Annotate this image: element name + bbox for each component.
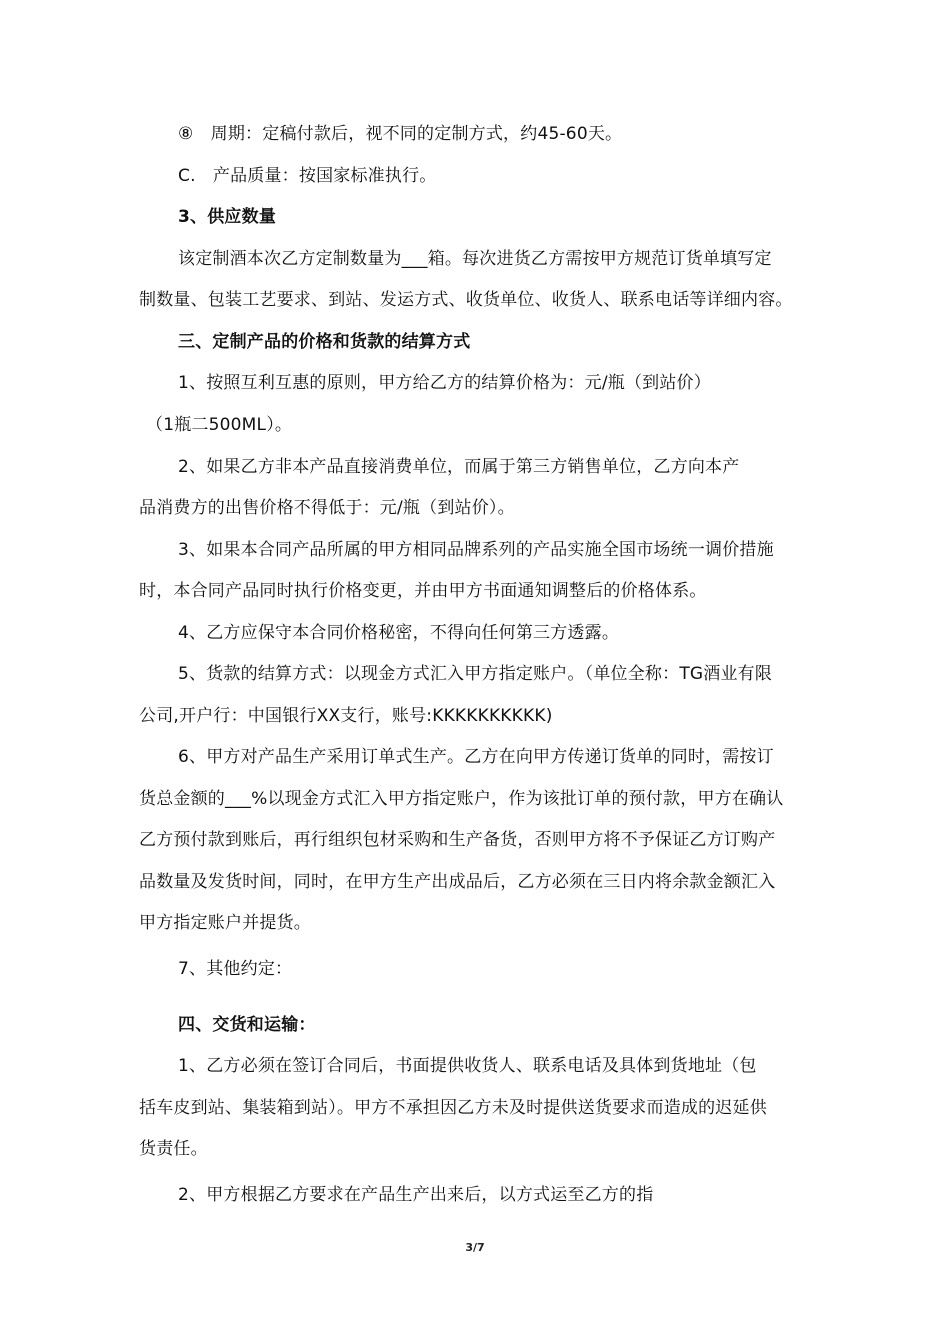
paragraph-line: 4、乙方应保守本合同价格秘密，不得向任何第三方透露。	[178, 623, 620, 643]
paragraph-line: ⑧ 周期：定稿付款后，视不同的定制方式，约45-60天。	[178, 124, 623, 144]
section-heading: 三、定制产品的价格和货款的结算方式	[178, 332, 471, 352]
paragraph-line: C. 产品质量：按国家标准执行。	[178, 166, 437, 186]
paragraph-line: 货责任。	[139, 1139, 208, 1159]
paragraph-line: 2、如果乙方非本产品直接消费单位，而属于第三方销售单位，乙方向本产	[178, 457, 740, 477]
paragraph-line: 1、乙方必须在签订合同后，书面提供收货人、联系电话及具体到货地址（包	[178, 1056, 757, 1076]
paragraph-line: 括车皮到站、集装箱到站）。甲方不承担因乙方未及时提供送货要求而造成的迟延供	[139, 1098, 767, 1118]
paragraph-line: 品消费方的出售价格不得低于：元/瓶（到站价）。	[139, 498, 515, 518]
paragraph-line: 6、甲方对产品生产采用订单式生产。乙方在向甲方传递订货单的同时，需按订	[178, 747, 774, 767]
paragraph-line: 时，本合同产品同时执行价格变更，并由甲方书面通知调整后的价格体系。	[139, 581, 707, 601]
paragraph-line: 货总金额的___%以现金方式汇入甲方指定账户，作为该批订单的预付款，甲方在确认	[139, 789, 784, 809]
page-number: 3/7	[465, 1241, 485, 1254]
paragraph-line: 3、如果本合同产品所属的甲方相同品牌系列的产品实施全国市场统一调价措施	[178, 540, 774, 560]
paragraph-line: 乙方预付款到账后，再行组织包材采购和生产备货，否则甲方将不予保证乙方订购产	[139, 830, 776, 850]
paragraph-line: 5、货款的结算方式：以现金方式汇入甲方指定账户。（单位全称：TG酒业有限	[178, 664, 773, 684]
paragraph-line: 公司,开户行：中国银行XX支行，账号:KKKKKKKKKK)	[139, 706, 553, 726]
paragraph-line: 甲方指定账户并提货。	[139, 913, 311, 933]
paragraph-line: 7、其他约定：	[178, 959, 293, 979]
section-heading: 3、供应数量	[178, 207, 277, 227]
paragraph-line: 该定制酒本次乙方定制数量为___箱。每次进货乙方需按甲方规范订货单填写定	[178, 249, 772, 269]
paragraph-line: （1瓶二500ML）。	[146, 415, 293, 435]
paragraph-line: 2、甲方根据乙方要求在产品生产出来后，以方式运至乙方的指	[178, 1185, 654, 1205]
paragraph-line: 品数量及发货时间，同时，在甲方生产出成品后，乙方必须在三日内将余款金额汇入	[139, 872, 776, 892]
paragraph-line: 1、按照互利互惠的原则，甲方给乙方的结算价格为：元/瓶（到站价）	[178, 373, 711, 393]
paragraph-line: 制数量、包装工艺要求、到站、发运方式、收货单位、收货人、联系电话等详细内容。	[139, 290, 793, 310]
section-heading: 四、交货和运输：	[178, 1015, 316, 1035]
